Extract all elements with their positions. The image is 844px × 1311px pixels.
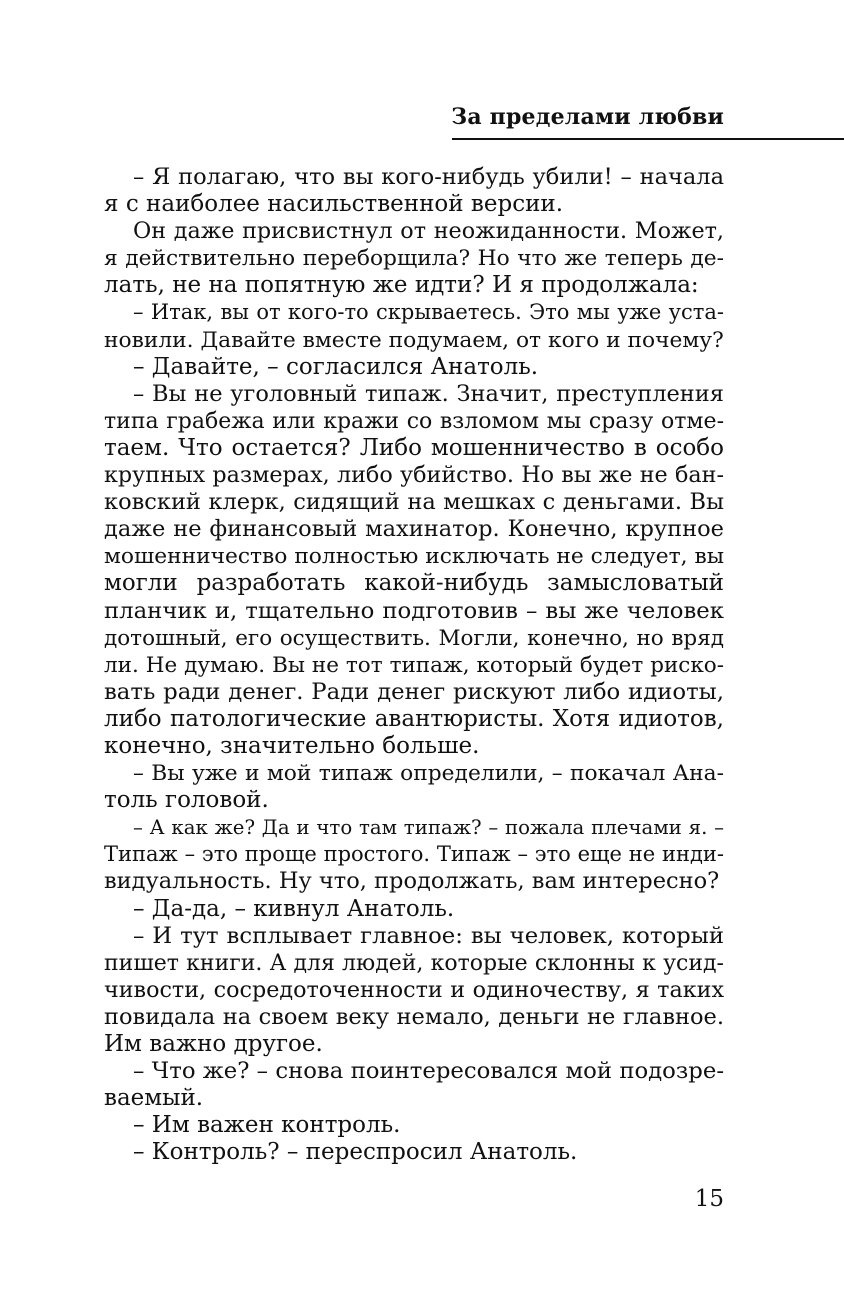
text-line: – Да-да, – кивнул Анатоль.	[133, 895, 455, 922]
text-line: – Им важен контроль.	[133, 1112, 401, 1139]
text-line: Типаж – это проще простого. Типаж – это еще не инди-	[104, 842, 724, 867]
text-line: Он даже присвистнул от неожиданности. Может,	[133, 218, 724, 245]
text-line: ли. Не думаю. Вы не тот типаж, который будет риско-	[104, 652, 724, 678]
text-line: – Что же? – снова поинтересовался мой подозре-	[133, 1058, 724, 1085]
text-line: ковский клерк, сидящий на мешках с деньгами. Вы	[104, 489, 724, 516]
page-number: 15	[694, 1186, 724, 1212]
text-line: лать, не на попятную же идти? И я продолжала:	[104, 272, 699, 299]
text-line: либо патологические авантюристы. Хотя идиотов,	[104, 705, 724, 732]
text-line: – Вы не уголовный типаж. Значит, преступления	[133, 380, 724, 407]
text-line: дотошный, его осуществить. Могли, конечно, но вряд	[104, 625, 724, 651]
text-line: вать ради денег. Ради денег рискуют либо идиоты,	[104, 678, 724, 705]
text-line: Им важно другое.	[104, 1031, 323, 1057]
text-line: – Я полагаю, что вы кого-нибудь убили! – начала	[133, 164, 724, 190]
text-line: – Итак, вы от кого-то скрываетесь. Это мы уже уста-	[133, 300, 724, 325]
text-line: новили. Давайте вместе подумаем, от кого и почему?	[104, 327, 724, 353]
text-line: чивости, сосредоточенности и одиночеству, я таких	[104, 976, 724, 1003]
page-body-text	[104, 164, 724, 1166]
text-line: повидала на своем веку немало, деньги не главное.	[104, 1003, 724, 1030]
text-line: даже не финансовый махинатор. Конечно, крупное	[104, 516, 724, 543]
text-line: я действительно переборщила? Но что же теперь де-	[104, 246, 724, 272]
text-line: – Давайте, – согласился Анатоль.	[133, 353, 539, 380]
text-line: ваемый.	[104, 1085, 204, 1112]
text-line: типа грабежа или кражи со взломом мы сразу отме-	[104, 408, 724, 434]
text-line: планчик и, тщательно подготовив – вы же человек	[104, 597, 724, 624]
text-line: – Контроль? – переспросил Анатоль.	[133, 1139, 578, 1166]
text-line: толь головой.	[104, 787, 269, 814]
text-line: я с наиболее насильственной версии.	[104, 191, 564, 218]
running-header	[452, 100, 844, 140]
text-line: – А как же? Да и что там типаж? – пожала плечами я. –	[133, 816, 724, 840]
text-line: мошенничество полностью исключать не следует, вы	[104, 544, 725, 570]
text-line: крупных размерах, либо убийство. Но вы же не бан-	[104, 462, 724, 489]
text-line: – Вы уже и мой типаж определили, – покачал Ана-	[133, 761, 724, 787]
text-line: таем. Что остается? Либо мошенничество в особо	[104, 434, 724, 461]
text-line: – И тут всплывает главное: вы человек, который	[133, 922, 724, 949]
text-line: конечно, значительно больше.	[104, 732, 480, 759]
text-line: видуальность. Ну что, продолжать, вам интересно?	[104, 868, 720, 895]
running-header-title: За пределами любви	[451, 104, 724, 130]
text-line: могли разработать какой-нибудь замысловатый	[104, 570, 724, 597]
text-line: пишет книги. А для людей, которые склонны к усид-	[104, 950, 724, 976]
